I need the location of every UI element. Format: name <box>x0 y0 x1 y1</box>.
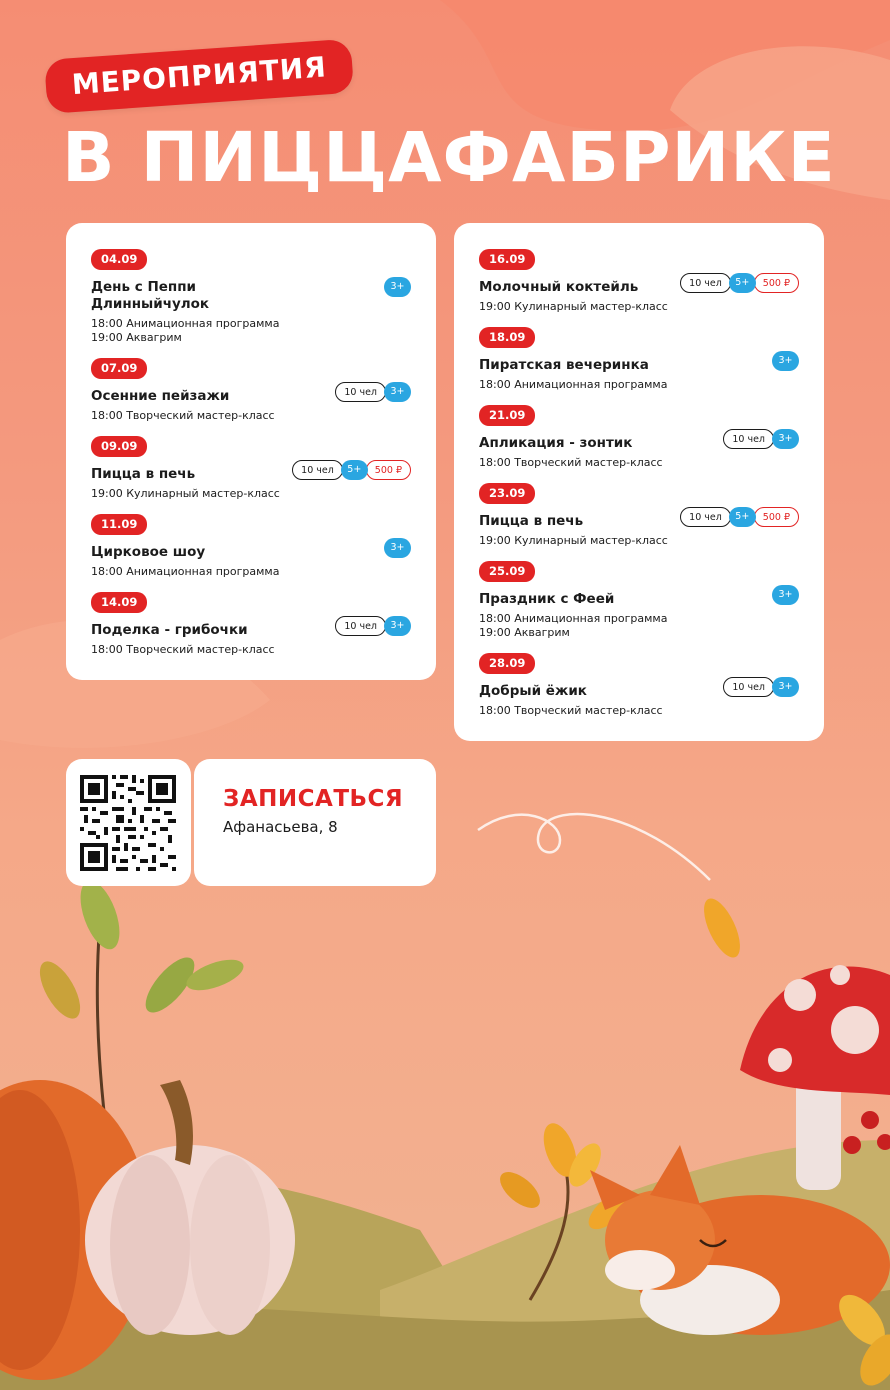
event-date-badge: 11.09 <box>91 514 147 535</box>
event-time-slot: 19:00 Кулинарный мастер-класс <box>479 300 668 313</box>
event-row <box>91 466 411 501</box>
age-badge: 5+ <box>341 460 368 480</box>
event-item <box>91 357 411 423</box>
event-info <box>91 544 279 579</box>
price-badge: 500 ₽ <box>754 273 799 293</box>
age-badge: 5+ <box>729 273 756 293</box>
age-badge: 3+ <box>384 277 411 297</box>
fox-cheek <box>605 1250 675 1290</box>
event-badges <box>384 277 411 297</box>
event-info <box>91 388 275 423</box>
event-time-slot: 18:00 Анимационная программа <box>91 565 280 578</box>
schedule-card-right <box>454 223 824 741</box>
leaf <box>494 1165 546 1214</box>
swirl-line <box>478 814 710 880</box>
event-title: Поделка - грибочки <box>91 622 248 638</box>
event-badges <box>335 616 411 636</box>
event-row <box>479 357 799 392</box>
event-info <box>479 435 663 470</box>
event-item <box>91 248 411 345</box>
capacity-badge: 10 чел <box>335 616 386 636</box>
signup-card[interactable] <box>194 759 436 886</box>
event-item <box>479 248 799 314</box>
event-date-badge: 04.09 <box>91 249 147 270</box>
price-badge: 500 ₽ <box>754 507 799 527</box>
age-badge: 3+ <box>384 616 411 636</box>
event-date-badge: 09.09 <box>91 436 147 457</box>
event-item <box>479 326 799 392</box>
event-info <box>91 466 280 501</box>
event-title: Осенние пейзажи <box>91 388 230 404</box>
event-row <box>479 435 799 470</box>
age-badge: 3+ <box>772 351 799 371</box>
event-time-slot: 18:00 Творческий мастер-класс <box>479 704 663 717</box>
age-badge: 3+ <box>384 382 411 402</box>
event-row <box>479 683 799 718</box>
events-tag: МЕРОПРИЯТИЯ <box>44 39 354 114</box>
capacity-badge: 10 чел <box>723 429 774 449</box>
event-time-slot: 18:00 Творческий мастер-класс <box>91 643 275 656</box>
event-date-badge: 07.09 <box>91 358 147 379</box>
event-row <box>91 544 411 579</box>
event-info <box>479 591 667 640</box>
event-time-slot: 18:00 Творческий мастер-класс <box>91 409 275 422</box>
leaf <box>32 955 88 1024</box>
leaf <box>73 876 128 955</box>
event-item <box>479 482 799 548</box>
event-info <box>479 683 663 718</box>
mushroom-spot <box>830 965 850 985</box>
event-title: Апликация - зонтик <box>479 435 633 451</box>
event-row <box>91 279 411 345</box>
event-date-badge: 16.09 <box>479 249 535 270</box>
schedule-card-left <box>66 223 436 680</box>
event-badges <box>384 538 411 558</box>
event-badges <box>680 273 799 293</box>
qr-code-icon[interactable] <box>80 775 176 871</box>
event-date-badge: 18.09 <box>479 327 535 348</box>
page-title: В ПИЦЦАФАБРИКЕ <box>62 118 836 198</box>
event-date-badge: 28.09 <box>479 653 535 674</box>
berry <box>861 1111 879 1129</box>
age-badge: 5+ <box>729 507 756 527</box>
age-badge: 3+ <box>772 585 799 605</box>
event-badges <box>292 460 411 480</box>
event-item <box>479 652 799 718</box>
age-badge: 3+ <box>772 677 799 697</box>
event-item <box>479 560 799 640</box>
event-badges <box>680 507 799 527</box>
event-row <box>91 388 411 423</box>
event-time-slot: 18:00 Творческий мастер-класс <box>479 456 663 469</box>
age-badge: 3+ <box>772 429 799 449</box>
event-date-badge: 23.09 <box>479 483 535 504</box>
event-row <box>479 591 799 640</box>
event-date-badge: 25.09 <box>479 561 535 582</box>
pumpkin-white-rib <box>110 1155 190 1335</box>
event-title: Праздник с Феей <box>479 591 615 607</box>
event-info <box>91 622 275 657</box>
event-info <box>479 513 668 548</box>
event-item <box>91 435 411 501</box>
signup-button[interactable]: ЗАПИСАТЬСЯ <box>223 786 404 812</box>
leaf <box>697 894 748 963</box>
event-title: Пицца в печь <box>91 466 196 482</box>
event-info <box>479 279 668 314</box>
event-item <box>91 513 411 579</box>
capacity-badge: 10 чел <box>680 273 731 293</box>
age-badge: 3+ <box>384 538 411 558</box>
mushroom-spot <box>768 1048 792 1072</box>
qr-card[interactable] <box>66 759 191 886</box>
event-title: Пиратская вечеринка <box>479 357 649 373</box>
capacity-badge: 10 чел <box>292 460 343 480</box>
event-row <box>91 622 411 657</box>
event-title: Длинныйчулок <box>91 296 210 312</box>
event-badges <box>335 382 411 402</box>
berry <box>843 1136 861 1154</box>
event-time-slot: 19:00 Аквагрим <box>91 331 182 344</box>
mushroom-spot <box>784 979 816 1011</box>
event-badges <box>723 677 799 697</box>
event-time-slot: 19:00 Кулинарный мастер-класс <box>479 534 668 547</box>
address-text: Афанасьева, 8 <box>223 818 338 836</box>
event-title: День с Пеппи <box>91 279 197 295</box>
event-date-badge: 14.09 <box>91 592 147 613</box>
pumpkin-white-rib <box>190 1155 270 1335</box>
capacity-badge: 10 чел <box>723 677 774 697</box>
price-badge: 500 ₽ <box>366 460 411 480</box>
event-title: Добрый ёжик <box>479 683 587 699</box>
mushroom-spot <box>831 1006 879 1054</box>
event-date-badge: 21.09 <box>479 405 535 426</box>
event-title: Молочный коктейль <box>479 279 639 295</box>
event-time-slot: 19:00 Кулинарный мастер-класс <box>91 487 280 500</box>
event-row <box>479 279 799 314</box>
event-time-slot: 18:00 Анимационная программа <box>479 612 668 625</box>
event-item <box>479 404 799 470</box>
event-badges <box>723 429 799 449</box>
event-time-slot: 18:00 Анимационная программа <box>479 378 668 391</box>
capacity-badge: 10 чел <box>680 507 731 527</box>
capacity-badge: 10 чел <box>335 382 386 402</box>
event-item <box>91 591 411 657</box>
event-info <box>479 357 667 392</box>
event-badges <box>772 585 799 605</box>
event-badges <box>772 351 799 371</box>
event-time-slot: 19:00 Аквагрим <box>479 626 570 639</box>
event-info <box>91 279 279 345</box>
event-time-slot: 18:00 Анимационная программа <box>91 317 280 330</box>
event-title: Пицца в печь <box>479 513 584 529</box>
event-row <box>479 513 799 548</box>
event-title: Цирковое шоу <box>91 544 206 560</box>
